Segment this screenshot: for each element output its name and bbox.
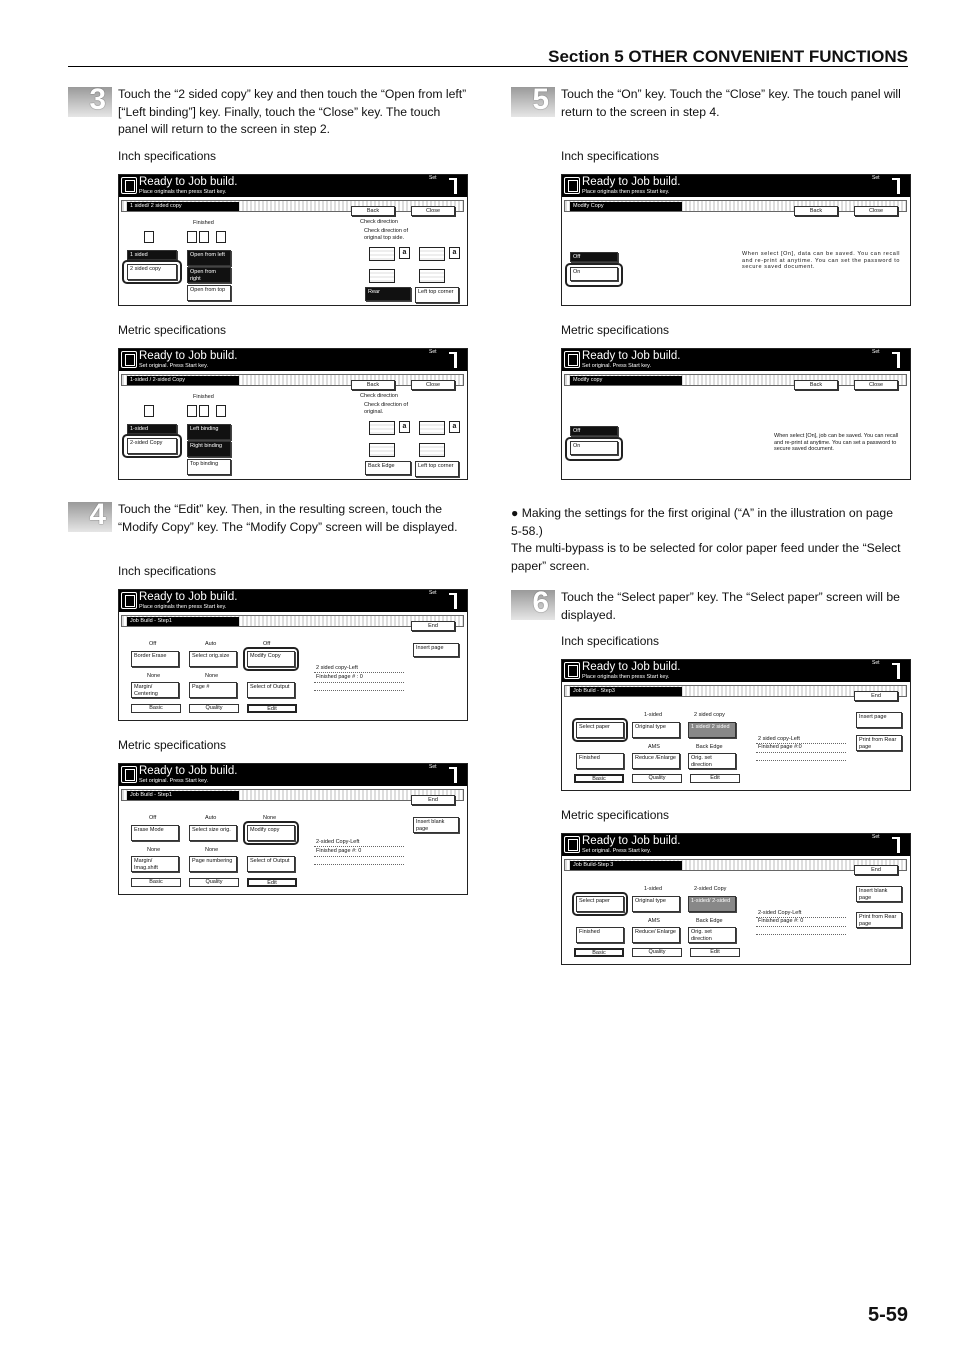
open-from-left-button[interactable]: Open from left [187, 250, 231, 266]
tab-basic[interactable]: Basic [574, 948, 624, 957]
status-label: Auto [205, 815, 217, 821]
two-sided-copy-button[interactable]: 2-sided Copy [127, 438, 177, 454]
copies-indicator [449, 767, 457, 783]
step-3-text: Touch the “2 sided copy” key and then touch the “Open from left” [“Left binding”] key. Finally, touch the “Close” key. The touch panel will return to the screen in step 2. [118, 87, 467, 137]
panel-title: Ready to Job build. [139, 765, 238, 777]
close-button[interactable]: Close [854, 206, 898, 216]
panel-title: Ready to Job build. [582, 835, 681, 847]
status-label: 2-sided Copy [694, 886, 727, 892]
top-binding-button[interactable]: Top binding [187, 459, 231, 475]
set-label: Set [429, 349, 437, 355]
touch-panel-step4-metric [118, 763, 468, 895]
document-icon [121, 592, 137, 609]
info-line-2: Finished page #: 0 [758, 918, 804, 924]
select-orig-size-button[interactable]: Select orig.size [189, 651, 237, 667]
back-button[interactable]: Back [351, 206, 395, 216]
info-line-2: Finished page #:0 [758, 744, 802, 750]
orientation-a-icon-1: a [399, 421, 410, 433]
tab-edit[interactable]: Edit [690, 774, 740, 783]
spec-label: Inch specifications [561, 634, 660, 648]
select-paper-button[interactable]: Select paper [576, 896, 624, 912]
finished-label: Finished [193, 394, 214, 400]
spec-label: Metric specifications [118, 738, 227, 752]
touch-panel-step3-inch [118, 174, 468, 306]
duplex-mode-button[interactable]: 1 sided/ 2 sided [688, 722, 736, 738]
section-title: Section 5 OTHER CONVENIENT FUNCTIONS [548, 47, 908, 66]
panel-subtitle: Set original. Press Start key. [139, 778, 208, 784]
open-from-right-button[interactable]: Open from right [187, 267, 231, 283]
panel-subtitle: Set original. Press Start key. [582, 363, 651, 369]
orientation-tray-icon-2 [419, 247, 445, 261]
tab-quality[interactable]: Quality [632, 774, 682, 783]
set-label: Set [429, 175, 437, 181]
reduce-enlarge-button[interactable]: Reduce /Enlarge [632, 753, 680, 769]
spec-label: Metric specifications [118, 323, 227, 337]
status-label: Auto [205, 641, 217, 647]
bullet-text: ● Making the settings for the first original (“A” in the illustration on page 5-58.) [511, 506, 893, 538]
off-button[interactable]: Off [570, 252, 618, 262]
tab-basic[interactable]: Basic [131, 878, 181, 887]
copies-indicator [892, 663, 900, 679]
finished-button[interactable]: Finished [576, 753, 624, 769]
copies-indicator [449, 352, 457, 368]
panel-title: Ready to Job build. [139, 350, 238, 362]
status-label: AMS [648, 918, 660, 924]
orientation-tray-icon-1 [369, 421, 395, 435]
modify-copy-description: When select [On], job can be saved. You can recall and re-print at anytime. You can set a password to secure saved document. [774, 433, 899, 452]
page-numbering-button[interactable]: Page numbering [189, 856, 237, 872]
step-number-4: 4 [68, 502, 112, 532]
copies-indicator [892, 352, 900, 368]
step-number-5: 5 [511, 87, 555, 117]
select-paper-button[interactable]: Select paper [576, 722, 624, 738]
margin-centering-button[interactable]: Margin/ Centering [131, 682, 179, 698]
set-label: Set [872, 660, 880, 666]
modify-copy-button[interactable]: Modify Copy [247, 651, 295, 667]
back-edge-button[interactable]: Back Edge [365, 461, 411, 475]
finished-button[interactable]: Finished [576, 927, 624, 943]
panel-title: Ready to Job build. [139, 591, 238, 603]
spec-label: Metric specifications [561, 323, 670, 337]
bullet-line: Making the settings for the first original (“A” in the illustration on page 5-58.) [511, 506, 893, 538]
panel-title: Ready to Job build. [139, 176, 238, 188]
document-icon [564, 351, 580, 368]
spec-label: Inch specifications [118, 149, 217, 163]
two-sided-copy-button[interactable]: 2 sided copy [127, 264, 177, 280]
off-button[interactable]: Off [570, 426, 618, 436]
copies-indicator [449, 178, 457, 194]
page-number-button[interactable]: Page # [189, 682, 237, 698]
finished-icon-3 [216, 231, 226, 243]
document-icon [564, 177, 580, 194]
finished-icon-2 [199, 405, 209, 417]
set-label: Set [872, 349, 880, 355]
copies-indicator [892, 178, 900, 194]
on-button[interactable]: On [570, 441, 618, 455]
insert-blank-page-button[interactable]: Insert blank page [413, 817, 459, 833]
duplex-mode-button[interactable]: 1-sided/ 2-sided [688, 896, 736, 912]
panel-title: Ready to Job build. [582, 350, 681, 362]
orientation-tray-icon-1 [369, 247, 395, 261]
modify-copy-description: When select [On], data can be saved. You can recall and re-print at anytime. You can set the password to secure saved document. [742, 251, 901, 270]
end-button[interactable]: End [411, 621, 455, 631]
status-label: Off [263, 641, 271, 647]
info-line-1: 2-sided Copy-Left [316, 839, 360, 845]
end-button[interactable]: End [854, 865, 898, 875]
left-top-corner-button[interactable]: Left top corner [415, 461, 459, 477]
original-icon [144, 231, 154, 243]
border-erase-button[interactable]: Border Erase [131, 651, 179, 667]
spec-label: Metric specifications [561, 808, 670, 822]
erase-mode-button[interactable]: Erase Mode [131, 825, 179, 841]
close-button[interactable]: Close [854, 380, 898, 390]
page-number: 5-59 [867, 1304, 908, 1326]
status-label: AMS [648, 744, 660, 750]
modify-copy-button[interactable]: Modify copy [247, 825, 295, 841]
page-order-icon-2 [419, 269, 445, 283]
spec-label: Inch specifications [118, 564, 217, 578]
on-button[interactable]: On [570, 267, 618, 281]
screen-label: Job Build-Step 3 [570, 861, 682, 870]
one-sided-button[interactable]: 1-sided [127, 424, 177, 434]
check-direction-text: Check direction of original top side. [364, 228, 409, 241]
touch-panel-step3-metric [118, 348, 468, 480]
status-label: Off [149, 641, 157, 647]
status-label: Back Edge [696, 918, 723, 924]
tab-basic[interactable]: Basic [574, 774, 624, 783]
document-icon [564, 662, 580, 679]
select-output-button[interactable]: Select of Output [247, 856, 295, 872]
rear-button[interactable]: Rear [365, 287, 411, 301]
one-sided-button[interactable]: 1 sided [127, 250, 177, 260]
spec-label: Inch specifications [561, 149, 660, 163]
screen-label: Job Build - Step1 [127, 791, 239, 800]
left-binding-button[interactable]: Left binding [187, 424, 231, 440]
set-label: Set [872, 175, 880, 181]
end-button[interactable]: End [854, 691, 898, 701]
page-order-icon-1 [369, 443, 395, 457]
end-button[interactable]: End [411, 795, 455, 805]
info-line-2: Finished page # : 0 [316, 674, 363, 680]
panel-title: Ready to Job build. [582, 176, 681, 188]
status-label: None [205, 673, 219, 679]
status-label: None [263, 815, 277, 821]
document-icon [121, 766, 137, 783]
tab-quality[interactable]: Quality [189, 878, 239, 887]
status-label: None [205, 847, 219, 853]
step-4-text: Touch the “Edit” key. Then, in the resulting screen, touch the “Modify Copy” key. The “Modify Copy” screen will be displayed. [118, 502, 458, 534]
panel-title: Ready to Job build. [582, 661, 681, 673]
screen-label: 1-sided / 2-sided Copy [127, 376, 239, 385]
info-line-2: Finished page #: 0 [316, 848, 362, 854]
original-type-button[interactable]: Original type [632, 722, 680, 738]
touch-panel-step6-metric [561, 833, 911, 965]
finished-icon-1 [187, 231, 197, 243]
left-top-corner-button[interactable]: Left top corner [415, 287, 459, 303]
panel-subtitle: Set original. Press Start key. [582, 848, 651, 854]
close-button[interactable]: Close [411, 380, 455, 390]
tab-edit[interactable]: Edit [247, 878, 297, 887]
status-label: 1-sided [644, 886, 663, 892]
finished-label: Finished [193, 220, 214, 226]
status-label: 2 sided copy [694, 712, 725, 718]
touch-panel-step4-inch [118, 589, 468, 721]
back-button[interactable]: Back [794, 380, 838, 390]
orientation-tray-icon-2 [419, 421, 445, 435]
check-direction-text: Check direction of original. [364, 402, 409, 415]
print-from-rear-button[interactable]: Print from Rear page [856, 912, 902, 928]
screen-label: Job Build - Step3 [570, 687, 682, 696]
panel-subtitle: Set original. Press Start key. [139, 363, 208, 369]
back-button[interactable]: Back [794, 206, 838, 216]
insert-page-button[interactable]: Insert page [413, 643, 459, 657]
tab-quality[interactable]: Quality [632, 948, 682, 957]
info-line-1: 2 sided copy-Left [316, 665, 358, 671]
touch-panel-step6-inch [561, 659, 911, 791]
finished-icon-2 [199, 231, 209, 243]
check-direction-label: Check direction [360, 393, 398, 399]
orientation-a-icon-2: a [449, 247, 460, 259]
check-direction-label: Check direction [360, 219, 398, 225]
reduce-enlarge-button[interactable]: Reduce/ Enlarge [632, 927, 680, 943]
panel-subtitle: Place originals then press Start key. [139, 604, 227, 610]
print-from-rear-button[interactable]: Print from Rear page [856, 735, 902, 751]
finished-icon-1 [187, 405, 197, 417]
back-button[interactable]: Back [351, 380, 395, 390]
set-label: Set [872, 834, 880, 840]
screen-label: Job Build - Step1 [127, 617, 239, 626]
set-label: Set [429, 590, 437, 596]
header-rule [68, 66, 908, 67]
step-5-text: Touch the “On” key. Touch the “Close” key. The touch panel will return to the screen in step 4. [561, 87, 901, 119]
tab-edit[interactable]: Edit [690, 948, 740, 957]
orientation-a-icon-2: a [449, 421, 460, 433]
page-order-icon-2 [419, 443, 445, 457]
panel-subtitle: Place originals then press Start key. [139, 189, 227, 195]
document-icon [121, 177, 137, 194]
original-type-button[interactable]: Original type [632, 896, 680, 912]
screen-label: Modify copy [570, 376, 682, 385]
status-label: 1-sided [644, 712, 663, 718]
status-label: None [147, 847, 161, 853]
orientation-a-icon-1: a [399, 247, 410, 259]
screen-label: 1 sided/ 2 sided copy [127, 202, 239, 211]
status-label: None [147, 673, 161, 679]
bullet-note: The multi-bypass is to be selected for color paper feed under the “Select paper” screen. [511, 541, 901, 573]
copies-indicator [892, 837, 900, 853]
finished-icon-3 [216, 405, 226, 417]
orig-set-direction-button[interactable]: Orig. set direction [688, 927, 736, 943]
copies-indicator [449, 593, 457, 609]
screen-label: Modify Copy [570, 202, 682, 211]
select-output-button[interactable]: Select of Output [247, 682, 295, 698]
insert-blank-page-button[interactable]: Insert blank page [856, 886, 902, 902]
touch-panel-step5-inch [561, 174, 911, 306]
status-label: Off [149, 815, 157, 821]
panel-subtitle: Place originals then press Start key. [582, 189, 670, 195]
tab-quality[interactable]: Quality [189, 704, 239, 713]
right-binding-button[interactable]: Right binding [187, 441, 231, 457]
document-icon [564, 836, 580, 853]
close-button[interactable]: Close [411, 206, 455, 216]
step-6-text: Touch the “Select paper” key. The “Select paper” screen will be displayed. [561, 590, 900, 622]
step-number-3: 3 [68, 87, 112, 117]
tab-edit[interactable]: Edit [247, 704, 297, 713]
orig-set-direction-button[interactable]: Orig. set direction [688, 753, 736, 769]
insert-page-button[interactable]: Insert page [856, 712, 902, 728]
tab-basic[interactable]: Basic [131, 704, 181, 713]
set-label: Set [429, 764, 437, 770]
open-from-top-button[interactable]: Open from top [187, 285, 231, 301]
status-label: Back Edge [696, 744, 723, 750]
original-icon [144, 405, 154, 417]
info-line-1: 2 sided copy-Left [758, 736, 800, 742]
document-icon [121, 351, 137, 368]
margin-imag-shift-button[interactable]: Margin/ Imag.shift [131, 856, 179, 872]
touch-panel-step5-metric [561, 348, 911, 480]
page-order-icon-1 [369, 269, 395, 283]
panel-subtitle: Place originals then press Start key. [582, 674, 670, 680]
step-number-6: 6 [511, 590, 555, 620]
info-line-1: 2-sided Copy-Left [758, 910, 802, 916]
select-size-orig-button[interactable]: Select size orig. [189, 825, 237, 841]
